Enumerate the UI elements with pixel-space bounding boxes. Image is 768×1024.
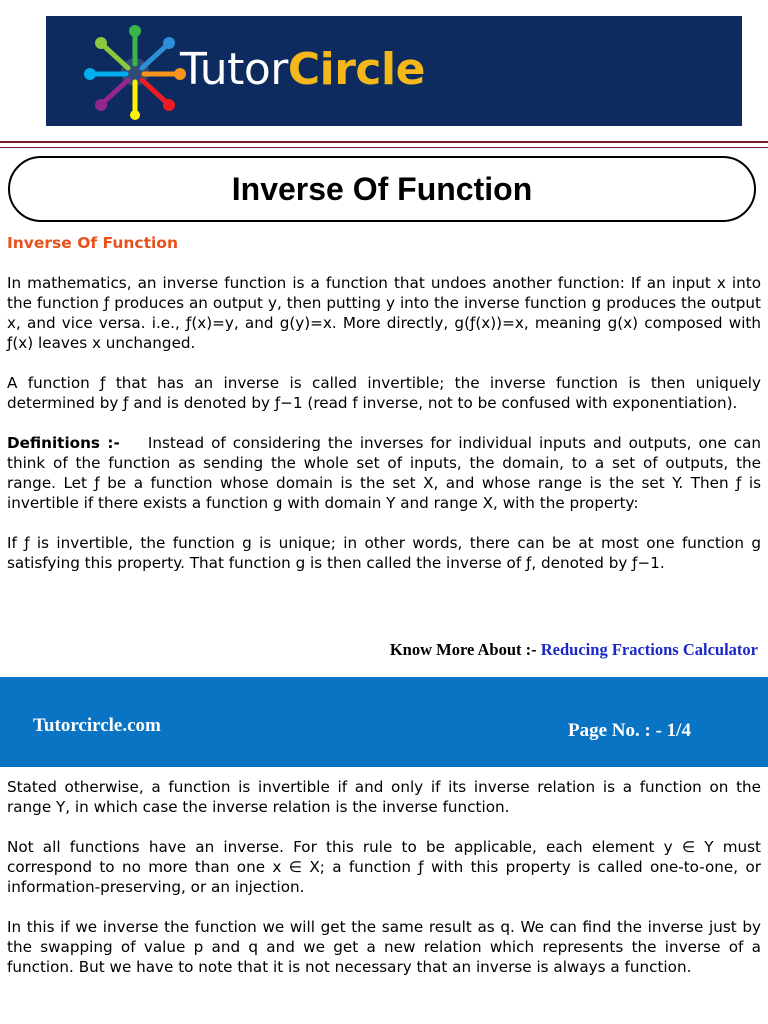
header-divider [0,141,768,143]
know-more-link[interactable]: Reducing Fractions Calculator [540,640,758,659]
definitions-text: Instead of considering the inverses for individual inputs and outputs, one can think of the function as sending the whole set of inputs, the domain, to a set of outputs, the range. Let ƒ be a function whose domain is the set X, and whose range is the set Y. Then ƒ is invertible if there exists a function g with domain Y and range X, with the property: [7,434,762,512]
main-content-continued [7,777,761,977]
paragraph: Not all functions have an inverse. For this rule to be applicable, each element y ∈ Y must correspond to no more than one x ∈ X; a function ƒ with this property is called one-to-one, or information-preserving, or an injection. [7,838,761,896]
paragraph: If ƒ is invertible, the function g is unique; in other words, there can be at most one function g satisfying this property. That function g is then called the inverse of ƒ, denoted by ƒ−1. [7,534,761,572]
main-content [7,233,761,573]
paragraph: A function ƒ that has an inverse is called invertible; the inverse function is then uniquely determined by ƒ and is denoted by ƒ−1 (read f inverse, not to be confused with exponentiation). [7,374,761,412]
brand-logo-text [180,44,425,96]
paragraph: In mathematics, an inverse function is a function that undoes another function: If an input x into the function ƒ produces an output y, then putting y into the inverse function g produces the output x, and vice versa. i.e., ƒ(x)=y, and g(y)=x. More directly, g(ƒ(x))=x, meaning g(x) composed with ƒ(x) leaves x unchanged. [7,274,761,352]
brand-word-circle: Circle [287,44,425,95]
header-divider-thin [0,147,768,148]
footer-site-name: Tutorcircle.com [33,715,161,736]
footer-page-number: Page No. : - 1/4 [568,720,691,741]
paragraph: Stated otherwise, a function is invertible if and only if its inverse relation is a function on the range Y, in which case the inverse relation is the inverse function. [7,778,761,816]
header-banner [46,16,742,126]
page-title: Inverse Of Function [231,170,533,207]
definitions-label: Definitions :- [7,434,120,452]
section-heading: Inverse Of Function [7,234,178,252]
definitions-paragraph [7,433,761,513]
page-footer-band [0,677,768,767]
know-more-prefix: Know More About :- [389,640,537,659]
tutorcircle-logo-icon [76,24,194,120]
title-box [8,156,756,222]
know-more-line [390,640,758,660]
brand-word-tutor: Tutor [180,44,288,95]
paragraph: In this if we inverse the function we will get the same result as q. We can find the inverse just by the swapping of value p and q and we get a new relation which represents the inverse of a function. But we have to note that it is not necessary that an inverse is always a function. [7,918,761,976]
